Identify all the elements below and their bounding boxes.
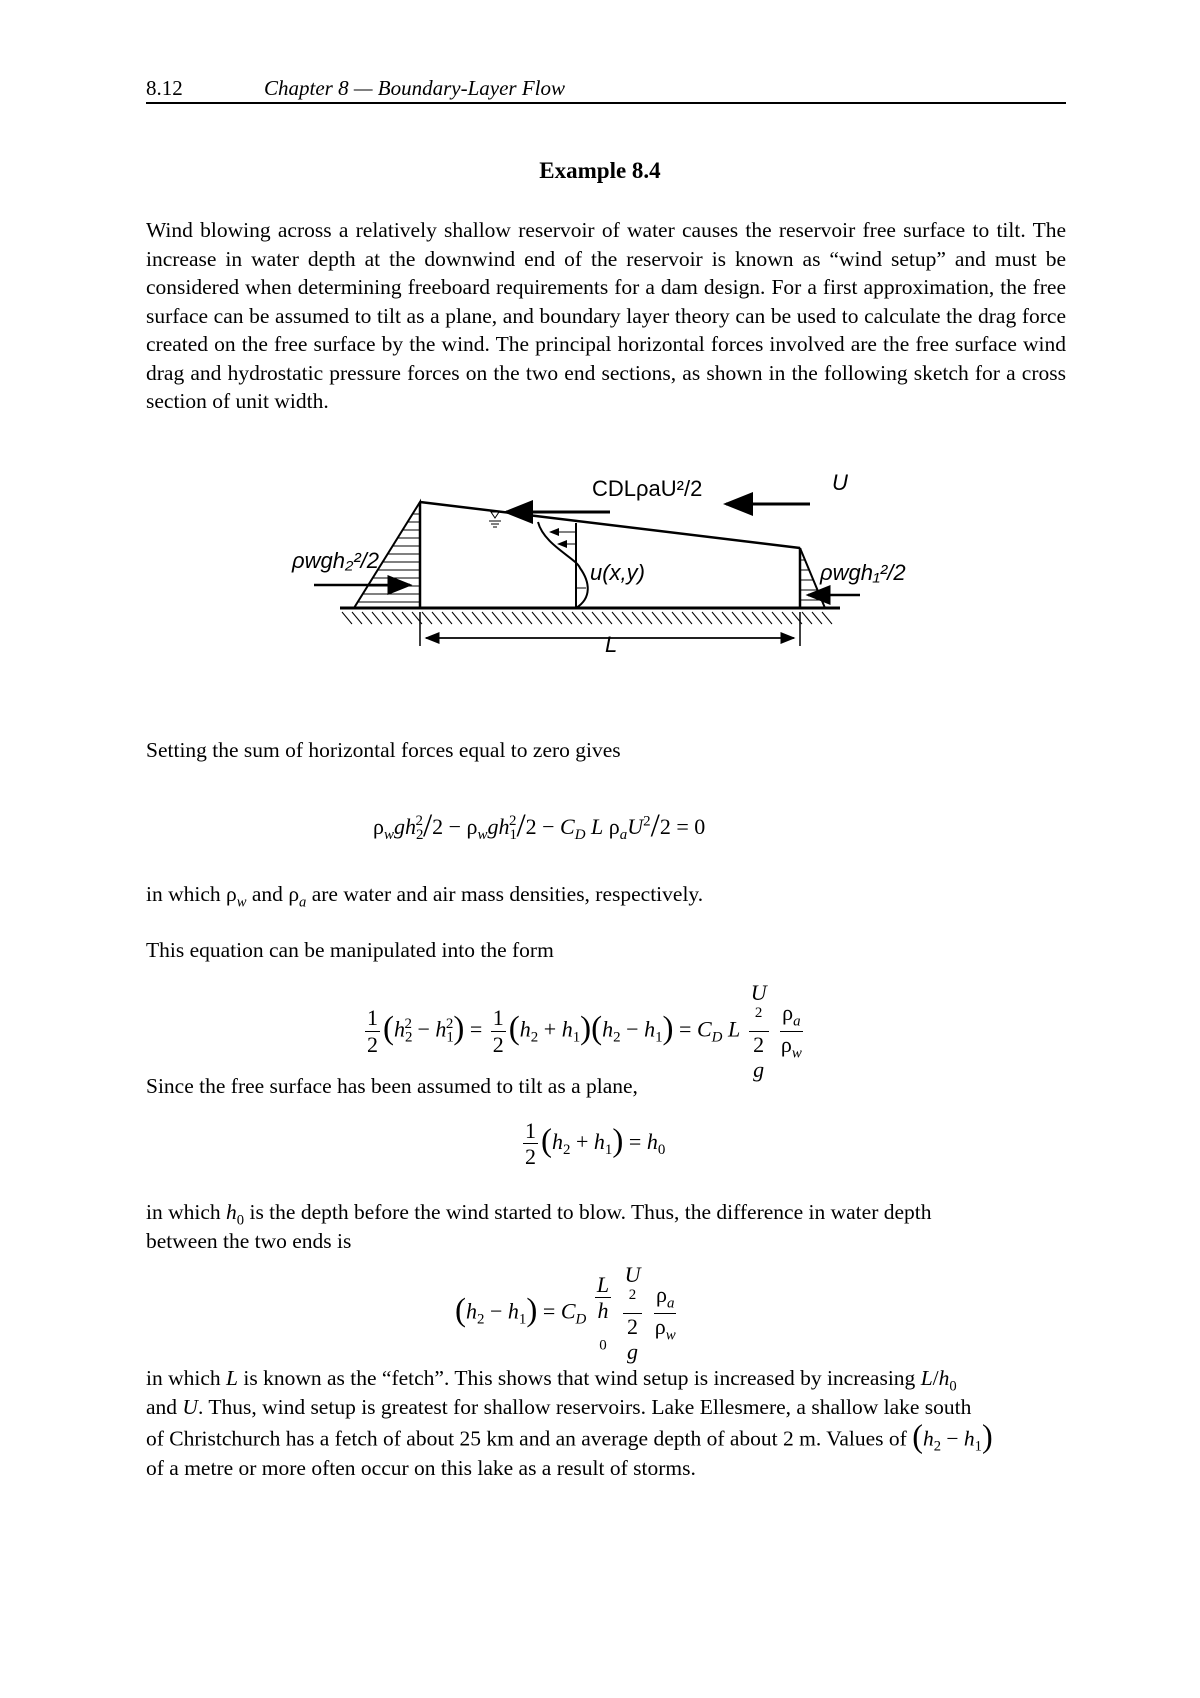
text-fetch-line3: of Christchurch has a fetch of about 25 km and an average depth of about 2 m. Values of $(h_2 - h_1)$ <box>146 1418 993 1455</box>
length-label: L <box>605 632 618 657</box>
text-h0-line2: between the two ends is <box>146 1229 352 1253</box>
text-fetch-line4: of a metre or more often occur on this lake as a result of storms. <box>146 1456 696 1480</box>
water-level-symbol <box>489 512 501 527</box>
text-setting-sum: Setting the sum of horizontal forces equal to zero gives <box>146 738 621 762</box>
right-force-label: ρwgh₁²/2 <box>820 560 906 585</box>
example-title: Example 8.4 <box>539 158 661 183</box>
ground-hatching <box>342 612 832 624</box>
text-fetch-line2: and U. Thus, wind setup is greatest for shallow reservoirs. Lake Ellesmere, a shallow lake south <box>146 1395 972 1419</box>
text-fetch-line1: in which L is known as the “fetch”. This shows that wind setup is increased by increasing $L/h_0$ <box>146 1366 957 1395</box>
running-header <box>146 72 1066 104</box>
text-manipulated: This equation can be manipulated into the form <box>146 938 554 962</box>
equation-depth-difference: $(h_2 - h_1) = C_D$ L h $_0$ U $^2$ 2 g $\frac{\rho_a}{\rho_w}$ <box>455 1262 676 1365</box>
velocity-profile <box>538 522 588 608</box>
text-densities: in which $\rho_w$ and $\rho_a$ are water and air mass densities, respectively. <box>146 882 704 911</box>
equation-manipulated-form: $\frac{1}{2}$ $(h_2^2 - h_1^2)$ = $\frac{1}{2}$ $(h_2 + h_1)(h_2 - h_1) = C_D$ L U $^2$ 2 g $\frac{\rho_a}{\rho_w}$ <box>367 980 802 1083</box>
intro-paragraph: Wind blowing across a relatively shallow reservoir of water causes the reservoir free surface to tilt. The increase in water depth at the downwind end of the reservoir is known as “wind setup” and must be considered when determining freeboard requirements for a dam design. For a first approximation, the free surface can be assumed to tilt as a plane, and boundary layer theory can be used to calculate the drag force created on the free surface by the wind. The principal horizontal forces involved are the free surface wind drag and hydrostatic pressure forces on the two end sections, as shown in the following sketch for a cross section of unit width. <box>146 218 1066 413</box>
reservoir-sketch <box>280 460 920 670</box>
chapter-title: Chapter 8 — Boundary-Layer Flow <box>264 76 565 100</box>
velocity-label: u(x,y) <box>590 560 645 585</box>
free-surface <box>420 502 800 548</box>
left-force-label: ρwgh₂²/2 <box>292 548 380 573</box>
equation-force-balance: $\rho_wgh_2^2/2 - \rho_wgh_1^2/2 - C_D$ L $\rho_aU^2/2 = 0$ <box>373 808 706 844</box>
text-h0: in which $h_0$ is the depth before the wind started to blow. Thus, the difference in water depth <box>146 1200 932 1229</box>
profile-arrows <box>550 532 586 588</box>
wind-label: U <box>832 470 848 495</box>
text-since-plane: Since the free surface has been assumed to tilt as a plane, <box>146 1074 638 1098</box>
drag-label: CDLρaU²/2 <box>592 476 703 501</box>
equation-mean-depth: $\frac{1}{2}$ $(h_2 + h_1) = h_0$ <box>525 1118 666 1170</box>
page-number: 8.12 <box>146 76 183 100</box>
